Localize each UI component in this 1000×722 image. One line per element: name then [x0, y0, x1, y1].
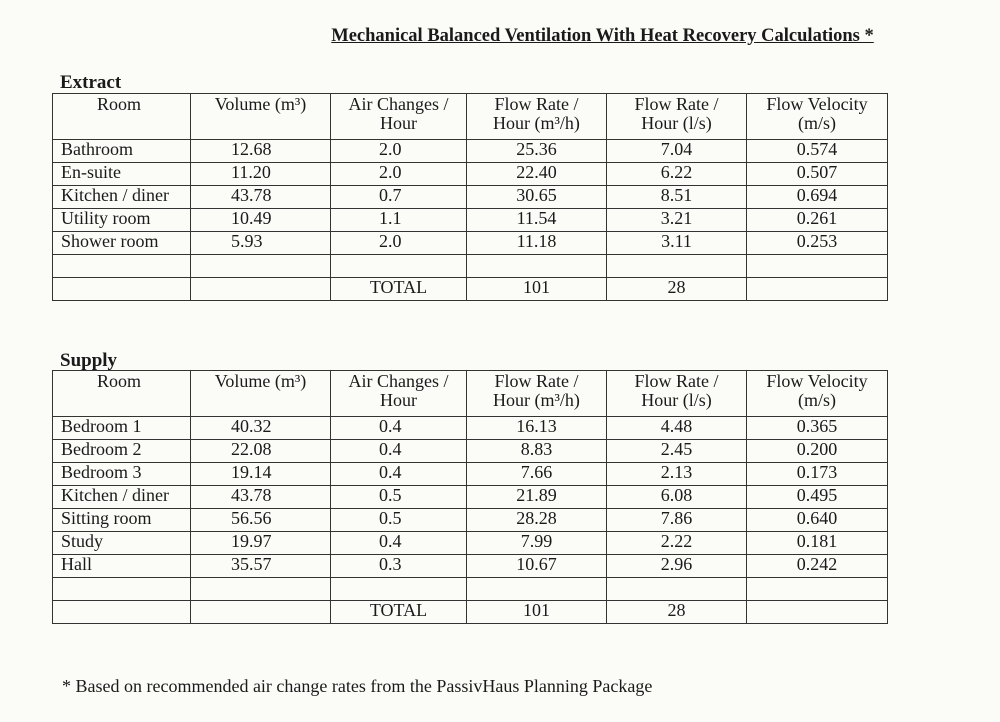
cell-volume: 43.78: [191, 186, 331, 209]
cell-air-changes: 2.0: [331, 140, 467, 163]
cell-room: Shower room: [53, 232, 191, 255]
cell-velocity: 0.640: [747, 509, 888, 532]
cell-room: Hall: [53, 555, 191, 578]
cell-flow-ls: 7.86: [607, 509, 747, 532]
cell-room: Bedroom 1: [53, 417, 191, 440]
total-flow-m3h: 101: [467, 278, 607, 301]
cell-flow-ls: 2.45: [607, 440, 747, 463]
cell-room: Study: [53, 532, 191, 555]
cell-velocity: 0.574: [747, 140, 888, 163]
cell-flow-ls: 2.22: [607, 532, 747, 555]
cell-volume: 56.56: [191, 509, 331, 532]
cell-flow-ls: 4.48: [607, 417, 747, 440]
cell-flow-m3h: 25.36: [467, 140, 607, 163]
cell-flow-m3h: 30.65: [467, 186, 607, 209]
cell-flow-ls: 2.13: [607, 463, 747, 486]
cell-air-changes: 1.1: [331, 209, 467, 232]
cell-flow-m3h: 8.83: [467, 440, 607, 463]
supply-label: Supply: [60, 350, 118, 371]
table-row: [53, 509, 888, 532]
cell-air-changes: 0.5: [331, 509, 467, 532]
header-volume: Volume (m³): [191, 94, 331, 140]
cell-flow-ls: 6.22: [607, 163, 747, 186]
cell-velocity: 0.365: [747, 417, 888, 440]
cell-air-changes: 0.4: [331, 463, 467, 486]
header-flow-ls: Flow Rate / Hour (l/s): [607, 371, 747, 417]
supply-table: [52, 370, 888, 624]
cell-flow-m3h: 28.28: [467, 509, 607, 532]
header-flow-ls: Flow Rate / Hour (l/s): [607, 94, 747, 140]
cell-room: Bedroom 2: [53, 440, 191, 463]
cell-room: Sitting room: [53, 509, 191, 532]
cell-flow-m3h: 7.99: [467, 532, 607, 555]
header-air-changes: Air Changes / Hour: [331, 94, 467, 140]
header-velocity: Flow Velocity (m/s): [747, 94, 888, 140]
total-flow-ls: 28: [607, 601, 747, 624]
table-row: [53, 463, 888, 486]
table-row: [53, 186, 888, 209]
cell-volume: 19.14: [191, 463, 331, 486]
page-title: [0, 26, 1000, 47]
cell-flow-m3h: 7.66: [467, 463, 607, 486]
table-row: [53, 486, 888, 509]
extract-table: [52, 93, 888, 301]
table-row: [53, 163, 888, 186]
cell-flow-m3h: 11.18: [467, 232, 607, 255]
extract-label: Extract: [60, 72, 122, 93]
cell-velocity: 0.200: [747, 440, 888, 463]
cell-flow-m3h: 16.13: [467, 417, 607, 440]
table-row: [53, 532, 888, 555]
cell-volume: 12.68: [191, 140, 331, 163]
cell-room: En-suite: [53, 163, 191, 186]
cell-flow-m3h: 21.89: [467, 486, 607, 509]
cell-velocity: 0.242: [747, 555, 888, 578]
header-volume: Volume (m³): [191, 371, 331, 417]
cell-air-changes: 0.4: [331, 532, 467, 555]
cell-air-changes: 0.7: [331, 186, 467, 209]
cell-air-changes: 2.0: [331, 232, 467, 255]
cell-volume: 35.57: [191, 555, 331, 578]
cell-velocity: 0.507: [747, 163, 888, 186]
cell-velocity: 0.181: [747, 532, 888, 555]
extract-total-row: [53, 278, 888, 301]
supply-header-row: [53, 371, 888, 417]
footnote: * Based on recommended air change rates from the PassivHaus Planning Package: [62, 676, 653, 696]
cell-flow-ls: 6.08: [607, 486, 747, 509]
cell-room: Kitchen / diner: [53, 486, 191, 509]
cell-flow-ls: 8.51: [607, 186, 747, 209]
cell-volume: 22.08: [191, 440, 331, 463]
cell-room: Utility room: [53, 209, 191, 232]
cell-air-changes: 2.0: [331, 163, 467, 186]
cell-velocity: 0.694: [747, 186, 888, 209]
cell-velocity: 0.495: [747, 486, 888, 509]
table-row: [53, 140, 888, 163]
cell-volume: 19.97: [191, 532, 331, 555]
table-row: [53, 440, 888, 463]
table-row: [53, 417, 888, 440]
cell-volume: 40.32: [191, 417, 331, 440]
blank-row: [53, 578, 888, 601]
cell-velocity: 0.173: [747, 463, 888, 486]
table-row: [53, 555, 888, 578]
total-label: TOTAL: [331, 278, 467, 301]
page-title-text: Mechanical Balanced Ventilation With Heat Recovery Calculations *: [331, 26, 874, 46]
total-flow-ls: 28: [607, 278, 747, 301]
cell-volume: 5.93: [191, 232, 331, 255]
header-room: Room: [53, 94, 191, 140]
cell-air-changes: 0.4: [331, 440, 467, 463]
cell-air-changes: 0.5: [331, 486, 467, 509]
header-velocity: Flow Velocity (m/s): [747, 371, 888, 417]
cell-volume: 10.49: [191, 209, 331, 232]
cell-room: Bedroom 3: [53, 463, 191, 486]
cell-flow-m3h: 22.40: [467, 163, 607, 186]
cell-room: Kitchen / diner: [53, 186, 191, 209]
extract-header-row: [53, 94, 888, 140]
header-air-changes: Air Changes / Hour: [331, 371, 467, 417]
cell-volume: 43.78: [191, 486, 331, 509]
cell-flow-ls: 2.96: [607, 555, 747, 578]
cell-velocity: 0.261: [747, 209, 888, 232]
blank-row: [53, 255, 888, 278]
total-label: TOTAL: [331, 601, 467, 624]
cell-flow-ls: 7.04: [607, 140, 747, 163]
table-row: [53, 232, 888, 255]
header-room: Room: [53, 371, 191, 417]
cell-flow-m3h: 11.54: [467, 209, 607, 232]
cell-flow-m3h: 10.67: [467, 555, 607, 578]
total-flow-m3h: 101: [467, 601, 607, 624]
cell-room: Bathroom: [53, 140, 191, 163]
cell-volume: 11.20: [191, 163, 331, 186]
cell-velocity: 0.253: [747, 232, 888, 255]
header-flow-m3h: Flow Rate / Hour (m³/h): [467, 94, 607, 140]
cell-air-changes: 0.4: [331, 417, 467, 440]
supply-total-row: [53, 601, 888, 624]
cell-air-changes: 0.3: [331, 555, 467, 578]
table-row: [53, 209, 888, 232]
header-flow-m3h: Flow Rate / Hour (m³/h): [467, 371, 607, 417]
cell-flow-ls: 3.21: [607, 209, 747, 232]
cell-flow-ls: 3.11: [607, 232, 747, 255]
